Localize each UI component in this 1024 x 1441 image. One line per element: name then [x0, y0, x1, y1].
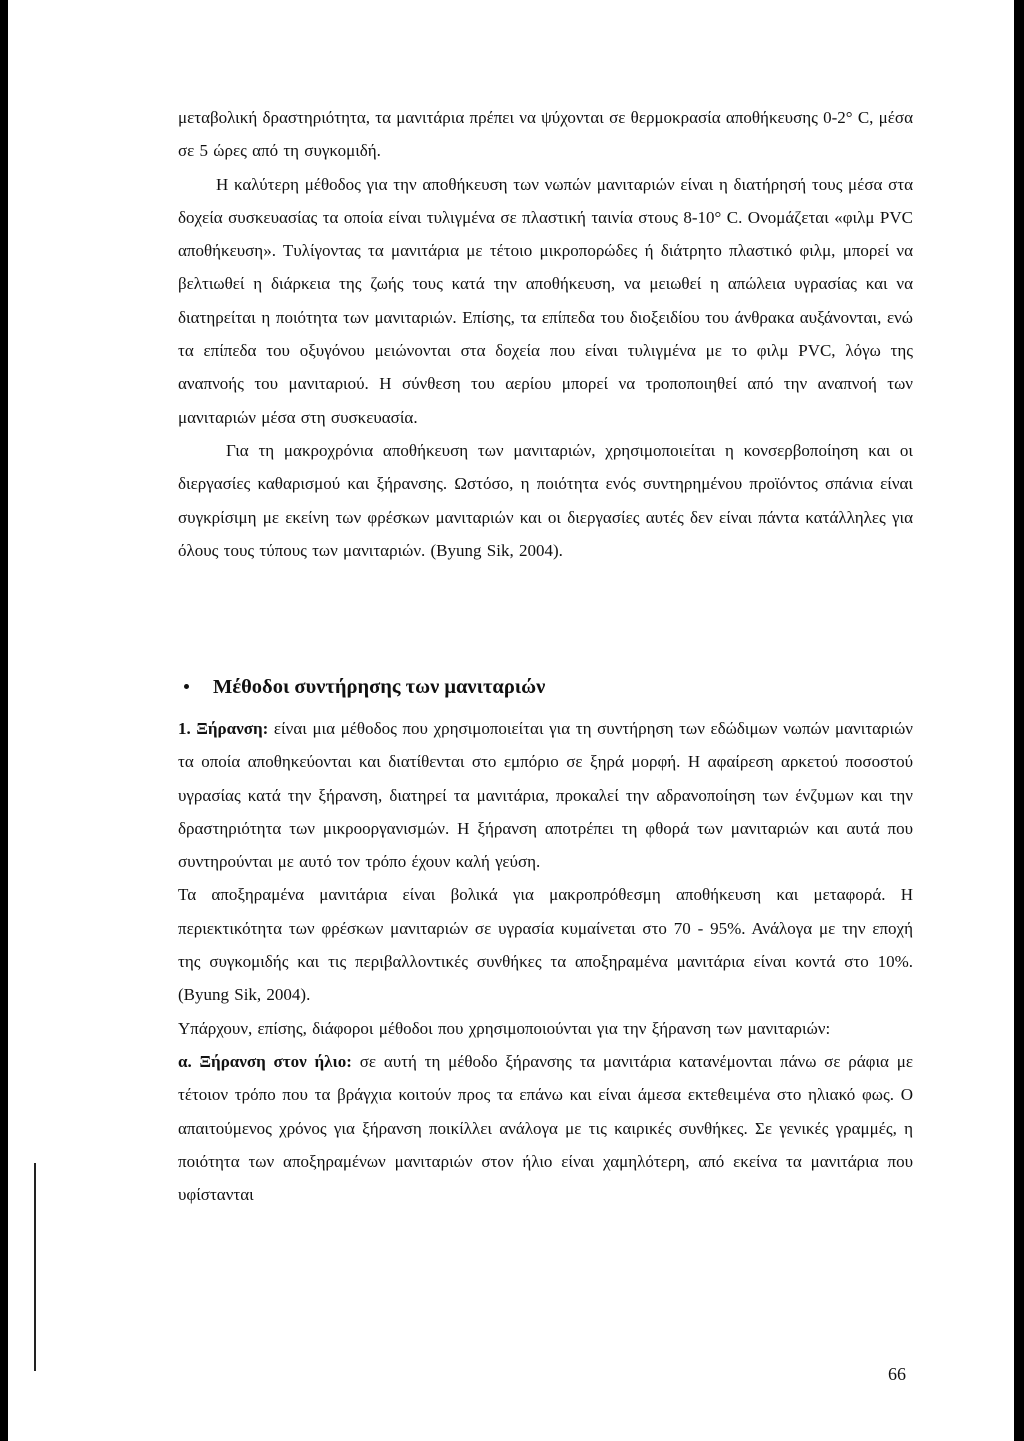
- paragraph: Τα αποξηραμένα μανιτάρια είναι βολικά για μακροπρόθεσμη αποθήκευση και μεταφορά. Η περιεκτικότητα των φρέσκων μανιταριών σε υγρασία κυμαίνεται στο 70 - 95%. Ανάλογα με την εποχή της συγκομιδής και τις περιβαλλοντικές συνθήκες τα αποξηραμένα μανιτάρια είναι κοντά στο 10%. (Byung Sik, 2004).: [178, 885, 913, 1005]
- paragraph: Υπάρχουν, επίσης, διάφοροι μέθοδοι που χρησιμοποιούνται για την ξήρανση των μανιταριών:: [178, 1018, 831, 1038]
- paragraph: Για τη μακροχρόνια αποθήκευση των μανιταριών, χρησιμοποιείται η κονσερβοποίηση και οι διεργασίες καθαρισμού και ξήρανσης. Ωστόσο, η ποιότητα ενός συντηρημένου προϊόντος σπάνια είναι συγκρίσιμη με εκείνη των φρέσκων μανιταριών και οι διεργασίες αυτές δεν είναι πάντα κατάλληλες για όλους τους τύπους των μανιταριών. (Byung Sik, 2004).: [178, 440, 913, 560]
- term-label: α. Ξήρανση στον ήλιο:: [178, 1051, 352, 1071]
- paragraph: Η καλύτερη μέθοδος για την αποθήκευση των νωπών μανιταριών είναι η διατήρησή τους μέσα στα δοχεία συσκευασίας τα οποία είναι τυλιγμένα σε πλαστική ταινία στους 8-10° C. Ονομάζεται «φιλμ PVC αποθήκευση». Τυλίγοντας τα μανιτάρια με τέτοιο μικροπορώδες ή διάτρητο πλαστικό φιλμ, μπορεί να βελτιωθεί η διάρκεια της ζωής τους κατά την αποθήκευση, να μειωθεί η απώλεια υγρασίας και να διατηρείται η ποιότητα των μανιταριών. Επίσης, τα επίπεδα του διοξειδίου του άνθρακα αυξάνονται, ενώ τα επίπεδα του οξυγόνου μειώνονται στα δοχεία που είναι τυλιγμένα με το φιλμ PVC, λόγω της αναπνοής του μανιταριού. Η σύνθεση του αερίου μπορεί να τροποποιηθεί από την αναπνοή των μανιταριών μέσα στη συσκευασία.: [178, 174, 913, 427]
- body-text-top: [178, 101, 913, 567]
- document-page: [8, 0, 1014, 1441]
- body-text-drying: [178, 712, 913, 1211]
- section-heading-text: Μέθοδοι συντήρησης των μανιταριών: [213, 676, 546, 698]
- bullet-icon: [184, 684, 189, 689]
- section-heading: [184, 672, 545, 702]
- paragraph: [178, 1045, 913, 1211]
- term-label: 1. Ξήρανση:: [178, 719, 269, 738]
- paragraph: μεταβολική δραστηριότητα, τα μανιτάρια πρέπει να ψύχονται σε θερμοκρασία αποθήκευσης 0-2° C, μέσα σε 5 ώρες από τη συγκομιδή.: [178, 108, 913, 161]
- paragraph-text: είναι μια μέθοδος που χρησιμοποιείται για τη συντήρηση των εδώδιμων νωπών μανιταριών τα οποία αποθηκεύονται και διατίθενται στο εμπόριο σε ξηρά μορφή. Η αφαίρεση αρκετού ποσοστού υγρασίας κατά την ξήρανση, διατηρεί τα μανιτάρια, προκαλεί την αδρανοποίηση των ένζυμων και την δραστηριότητα των μικροοργανισμών. Η ξήρανση αποτρέπει τη φθορά των μανιταριών και αυτά που συντηρούνται με αυτό τον τρόπο έχουν καλή γεύση.: [178, 719, 913, 872]
- margin-line: [34, 1163, 36, 1371]
- paragraph: [178, 712, 913, 878]
- page-number: 66: [888, 1364, 906, 1384]
- paragraph-text: σε αυτή τη μέθοδο ξήρανσης τα μανιτάρια κατανέμονται πάνω σε ράφια με τέτοιον τρόπο που τα βράγχια κοιτούν προς τα επάνω και είναι άμεσα εκτεθειμένα στο ηλιακό φως. Ο απαιτούμενος χρόνος για ξήρανση ποικίλλει ανάλογα με τις καιρικές συνθήκες. Σε γενικές γραμμές, η ποιότητα των αποξηραμένων μανιταριών στον ήλιο είναι χαμηλότερη, από εκείνα τα μανιτάρια που υφίστανται: [178, 1051, 913, 1205]
